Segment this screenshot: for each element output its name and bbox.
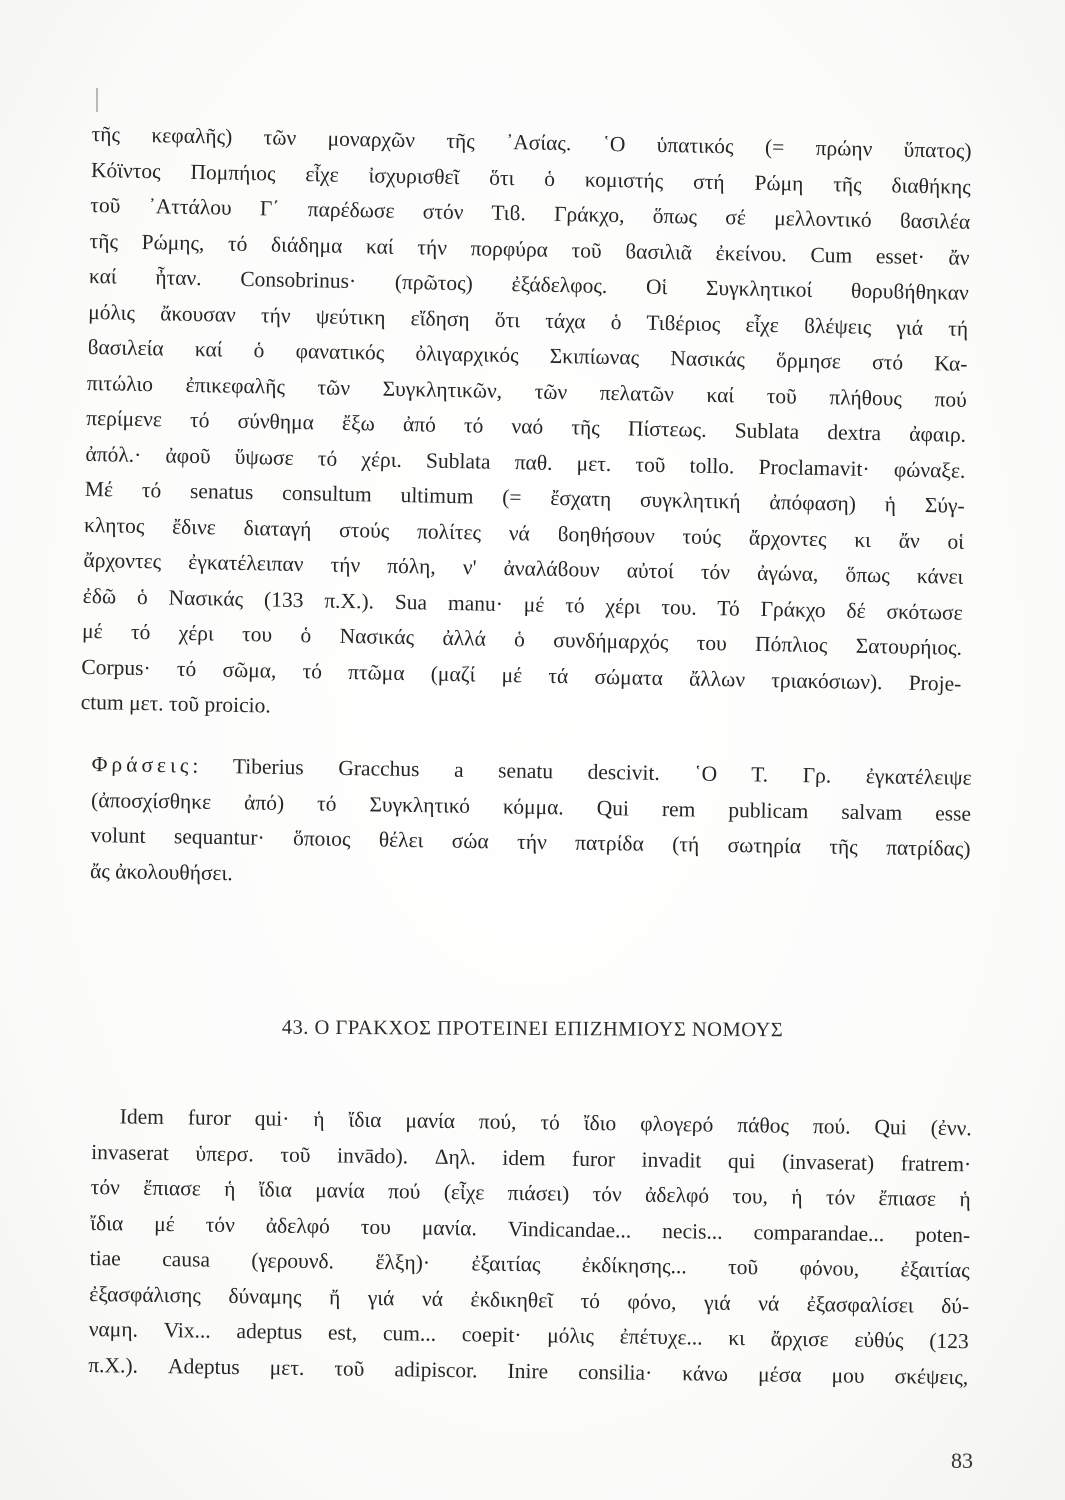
text-line: ctum μετ. τοῦ proicio. [80, 689, 271, 718]
commentary-paragraph-bottom [88, 1099, 972, 1395]
text-line: ἐξασφάλισης δύναμης ἤ γιά νά ἐκδικηθεῖ τό φόνο, γιά νά ἐξασφαλίσει δύ- [89, 1281, 970, 1318]
section-heading: 43. Ο ΓΡΑΚΧΟΣ ΠΡΟΤΕΙΝΕΙ ΕΠΙΖΗΜΙΟΥΣ ΝΟΜΟΥΣ [281, 1016, 784, 1042]
text-line: μέ τό χέρι του ὁ Νασικάς ἀλλά ὁ συνδήμαρχός του Πόπλιος Σατουρήιος. [81, 618, 963, 660]
margin-mark [96, 88, 98, 112]
text-line: ἴδια μέ τόν ἀδελφό του μανία. Vindicandae... necis... comparandae... poten- [90, 1210, 971, 1247]
phrases-paragraph [90, 747, 972, 903]
text-line: ἄς ἀκολουθήσει. [89, 858, 233, 885]
text-line: πιτώλιο ἐπικεφαλῆς τῶν Συγκλητικῶν, τῶν πελατῶν καί τοῦ πλήθους πού [86, 370, 967, 412]
commentary-paragraph-top [80, 117, 971, 737]
text-line: ἐδῶ ὁ Νασικάς (133 π.Χ.). Sua manu· μέ τό χέρι του. Τό Γράκχο δέ σκότωσε [82, 583, 963, 625]
text-line: τόν ἔπιασε ἡ ἴδια μανία πού (εἶχε πιάσει) τόν ἀδελφό του, ἡ τόν ἔπιασε ἡ [90, 1174, 971, 1212]
text-line: π.Χ.). Adeptus μετ. τοῦ adipiscor. Inire consilia· κάνω μέσα μου σκέψεις, [88, 1352, 969, 1389]
text-line: invaserat ὑπερσ. τοῦ invādo). Δηλ. idem furor invadit qui (invaserat) fratrem· [91, 1139, 972, 1176]
page-number: 83 [951, 1448, 973, 1473]
text-line: ἄρχοντες ἐγκατέλειπαν τήν πόλη, ν' ἀναλάϐουν αὐτοί τόν ἀγώνα, ὅπως κάνει [83, 547, 964, 589]
text-line: καί ἦταν. Consobrinus· (πρῶτος) ἐξάδελφος. Οἱ Συγκλητικοί θορυϐήθηκαν [88, 263, 970, 305]
text-line: Κόϊντος Πομπήιος εἶχε ἰσχυρισθεῖ ὅτι ὁ κομιστής στή Ρώμη τῆς διαθήκης [90, 157, 972, 199]
text-line: Μέ τό senatus consultum ultimum (= ἔσχατη συγκλητική ἀπόφαση) ἡ Σύγ- [84, 476, 965, 518]
text-line: τῆς κεφαλῆς) τῶν μοναρχῶν τῆς ᾿Ασίας. ῾Ο ὑπατικός (= πρώην ὕπατος) [91, 121, 972, 163]
text-line: κλητος ἔδινε διαταγή στούς πολίτες νά ϐοηθήσουν τούς ἄρχοντες κι ἄν οἱ [83, 512, 965, 554]
text-line: τοῦ ᾿Αττάλου Γ΄ παρέδωσε στόν Τιϐ. Γράκχο, ὅπως σέ μελλοντικό ϐασιλέα [90, 192, 971, 234]
text-line: ναμη. Vix... adeptus est, cum... coepit· μόλις ἐπέτυχε... κι ἄρχισε εὐθύς (123 [88, 1316, 969, 1354]
text-line: (ἀποσχίσθηκε ἀπό) τό Συγκλητικό κόμμα. Qui rem publicam salvam esse [90, 787, 972, 826]
text-line: ϐασιλεία καί ὁ φανατικός ὀλιγαρχικός Σκιπίωνας Νασικάς ὅρμησε στό Κα- [87, 334, 968, 376]
phrases-first-line: : Tiberius Gracchus a senatu descivit. ῾Ο Τ. Γρ. ἐγκατέλειψε [192, 753, 972, 790]
text-line: tiae causa (γερουνδ. ἕλξη)· ἐξαιτίας ἐκδίκησης... τοῦ φόνου, ἐξαιτίας [89, 1245, 970, 1283]
text-line: Corpus· τό σῶμα, τό πτῶμα (μαζί μέ τά σώματα ἄλλων τριακόσιων). Proje- [81, 654, 962, 696]
text-line: volunt sequantur· ὅποιος θέλει σώα τήν πατρίδα (τή σωτηρία τῆς πατρίδας) [90, 822, 971, 861]
text-line: μόλις ἄκουσαν τήν ψεύτικη εἴδηση ὅτι τάχα ὁ Τιϐέριος εἶχε ϐλέψεις γιά τή [88, 299, 969, 341]
phrases-label: Φράσεις [91, 751, 193, 778]
text-line: τῆς Ρώμης, τό διάδημα καί τήν πορφύρα τοῦ ϐασιλιᾶ ἐκείνου. Cum esset· ἄν [89, 228, 970, 270]
text-line: Idem furor qui· ἡ ἴδια μανία πού, τό ἴδιο φλογερό πάθος πού. Qui (ἐνν. [119, 1104, 972, 1141]
text-line: περίμενε τό σύνθημα ἔξω ἀπό τό ναό τῆς Πίστεως. Sublata dextra ἀφαιρ. [85, 405, 967, 447]
text-line: ἀπόλ.· ἀφοῦ ὕψωσε τό χέρι. Sublata παθ. μετ. τοῦ tollo. Proclamavit· φώναξε. [85, 441, 966, 483]
